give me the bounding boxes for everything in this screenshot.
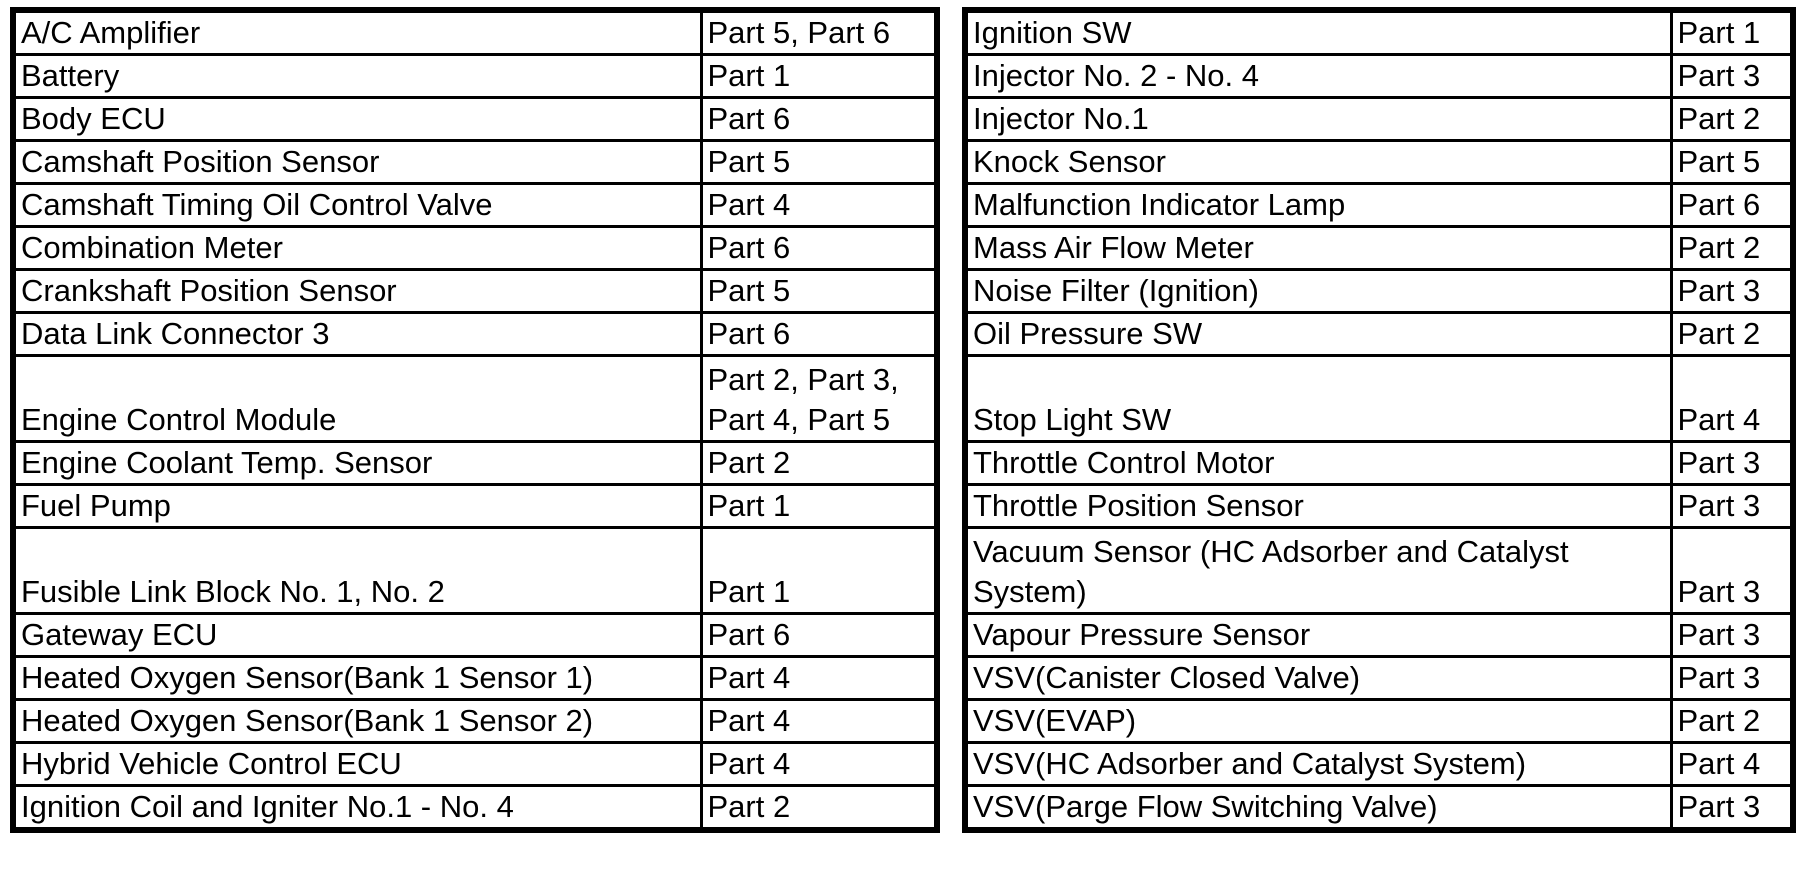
table-row <box>13 270 937 313</box>
part-reference: Part 3 <box>1671 786 1793 831</box>
table-row <box>965 356 1793 442</box>
part-reference: Part 1 <box>701 528 937 614</box>
table-row <box>965 485 1793 528</box>
component-name: Ignition SW <box>965 10 1671 55</box>
table-row <box>965 141 1793 184</box>
component-index-table-left <box>10 7 940 833</box>
part-reference: Part 3 <box>1671 614 1793 657</box>
component-name: Throttle Position Sensor <box>965 485 1671 528</box>
part-reference: Part 2 <box>1671 700 1793 743</box>
table-row <box>965 270 1793 313</box>
part-reference: Part 4 <box>701 743 937 786</box>
component-name: Body ECU <box>13 98 701 141</box>
part-reference: Part 1 <box>701 485 937 528</box>
component-name: VSV(Canister Closed Valve) <box>965 657 1671 700</box>
table-row <box>13 10 937 55</box>
part-reference: Part 1 <box>1671 10 1793 55</box>
part-reference: Part 4 <box>701 657 937 700</box>
component-name: Ignition Coil and Igniter No.1 - No. 4 <box>13 786 701 831</box>
table-row <box>13 614 937 657</box>
table-row <box>965 10 1793 55</box>
table-row <box>965 786 1793 831</box>
part-reference: Part 3 <box>1671 55 1793 98</box>
table-row <box>13 55 937 98</box>
component-name: VSV(EVAP) <box>965 700 1671 743</box>
table-row <box>965 313 1793 356</box>
component-name: Mass Air Flow Meter <box>965 227 1671 270</box>
table-row <box>13 141 937 184</box>
part-reference: Part 2 <box>701 442 937 485</box>
table-row <box>13 313 937 356</box>
part-reference: Part 2 <box>1671 98 1793 141</box>
part-reference: Part 6 <box>1671 184 1793 227</box>
component-name: Noise Filter (Ignition) <box>965 270 1671 313</box>
part-reference: Part 3 <box>1671 270 1793 313</box>
part-reference: Part 3 <box>1671 657 1793 700</box>
part-reference: Part 2 <box>1671 227 1793 270</box>
component-name: Injector No. 2 - No. 4 <box>965 55 1671 98</box>
part-reference: Part 4 <box>1671 743 1793 786</box>
part-reference: Part 6 <box>701 313 937 356</box>
component-name: Fusible Link Block No. 1, No. 2 <box>13 528 701 614</box>
table-row <box>13 700 937 743</box>
part-reference: Part 4 <box>701 700 937 743</box>
part-reference: Part 4 <box>701 184 937 227</box>
component-name: A/C Amplifier <box>13 10 701 55</box>
part-reference: Part 6 <box>701 227 937 270</box>
component-index-table-right <box>962 7 1796 833</box>
table-row <box>965 227 1793 270</box>
component-name: Camshaft Timing Oil Control Valve <box>13 184 701 227</box>
component-name: Injector No.1 <box>965 98 1671 141</box>
table-row <box>13 657 937 700</box>
component-name: Heated Oxygen Sensor(Bank 1 Sensor 2) <box>13 700 701 743</box>
part-reference: Part 2, Part 3, Part 4, Part 5 <box>701 356 937 442</box>
part-reference: Part 5 <box>701 270 937 313</box>
table-row <box>13 743 937 786</box>
table-row <box>13 184 937 227</box>
table-row <box>965 528 1793 614</box>
component-name: Battery <box>13 55 701 98</box>
table-row <box>13 786 937 831</box>
table-row <box>965 743 1793 786</box>
part-reference: Part 3 <box>1671 442 1793 485</box>
component-name: Camshaft Position Sensor <box>13 141 701 184</box>
table-row <box>965 614 1793 657</box>
part-reference: Part 3 <box>1671 485 1793 528</box>
component-name: Oil Pressure SW <box>965 313 1671 356</box>
part-reference: Part 6 <box>701 98 937 141</box>
part-reference: Part 2 <box>1671 313 1793 356</box>
component-name: Data Link Connector 3 <box>13 313 701 356</box>
component-name: Fuel Pump <box>13 485 701 528</box>
part-reference: Part 5 <box>701 141 937 184</box>
table-row <box>13 485 937 528</box>
table-row <box>965 700 1793 743</box>
table-row <box>965 184 1793 227</box>
table-row <box>13 528 937 614</box>
part-reference: Part 3 <box>1671 528 1793 614</box>
table-row <box>13 98 937 141</box>
table-row <box>13 227 937 270</box>
part-reference: Part 5 <box>1671 141 1793 184</box>
part-reference: Part 6 <box>701 614 937 657</box>
table-row <box>13 442 937 485</box>
component-name: Engine Control Module <box>13 356 701 442</box>
component-name: Engine Coolant Temp. Sensor <box>13 442 701 485</box>
part-reference: Part 4 <box>1671 356 1793 442</box>
component-name: VSV(Parge Flow Switching Valve) <box>965 786 1671 831</box>
part-reference: Part 1 <box>701 55 937 98</box>
component-name: Heated Oxygen Sensor(Bank 1 Sensor 1) <box>13 657 701 700</box>
table-row <box>965 55 1793 98</box>
component-name: Vapour Pressure Sensor <box>965 614 1671 657</box>
component-name: Gateway ECU <box>13 614 701 657</box>
part-reference: Part 5, Part 6 <box>701 10 937 55</box>
component-name: Throttle Control Motor <box>965 442 1671 485</box>
table-row <box>965 657 1793 700</box>
component-name: Hybrid Vehicle Control ECU <box>13 743 701 786</box>
table-row <box>13 356 937 442</box>
component-name: Combination Meter <box>13 227 701 270</box>
component-name: VSV(HC Adsorber and Catalyst System) <box>965 743 1671 786</box>
component-name: Knock Sensor <box>965 141 1671 184</box>
table-row <box>965 98 1793 141</box>
component-name: Vacuum Sensor (HC Adsorber and Catalyst System) <box>965 528 1671 614</box>
component-name: Stop Light SW <box>965 356 1671 442</box>
part-reference: Part 2 <box>701 786 937 831</box>
table-row <box>965 442 1793 485</box>
component-name: Crankshaft Position Sensor <box>13 270 701 313</box>
component-name: Malfunction Indicator Lamp <box>965 184 1671 227</box>
